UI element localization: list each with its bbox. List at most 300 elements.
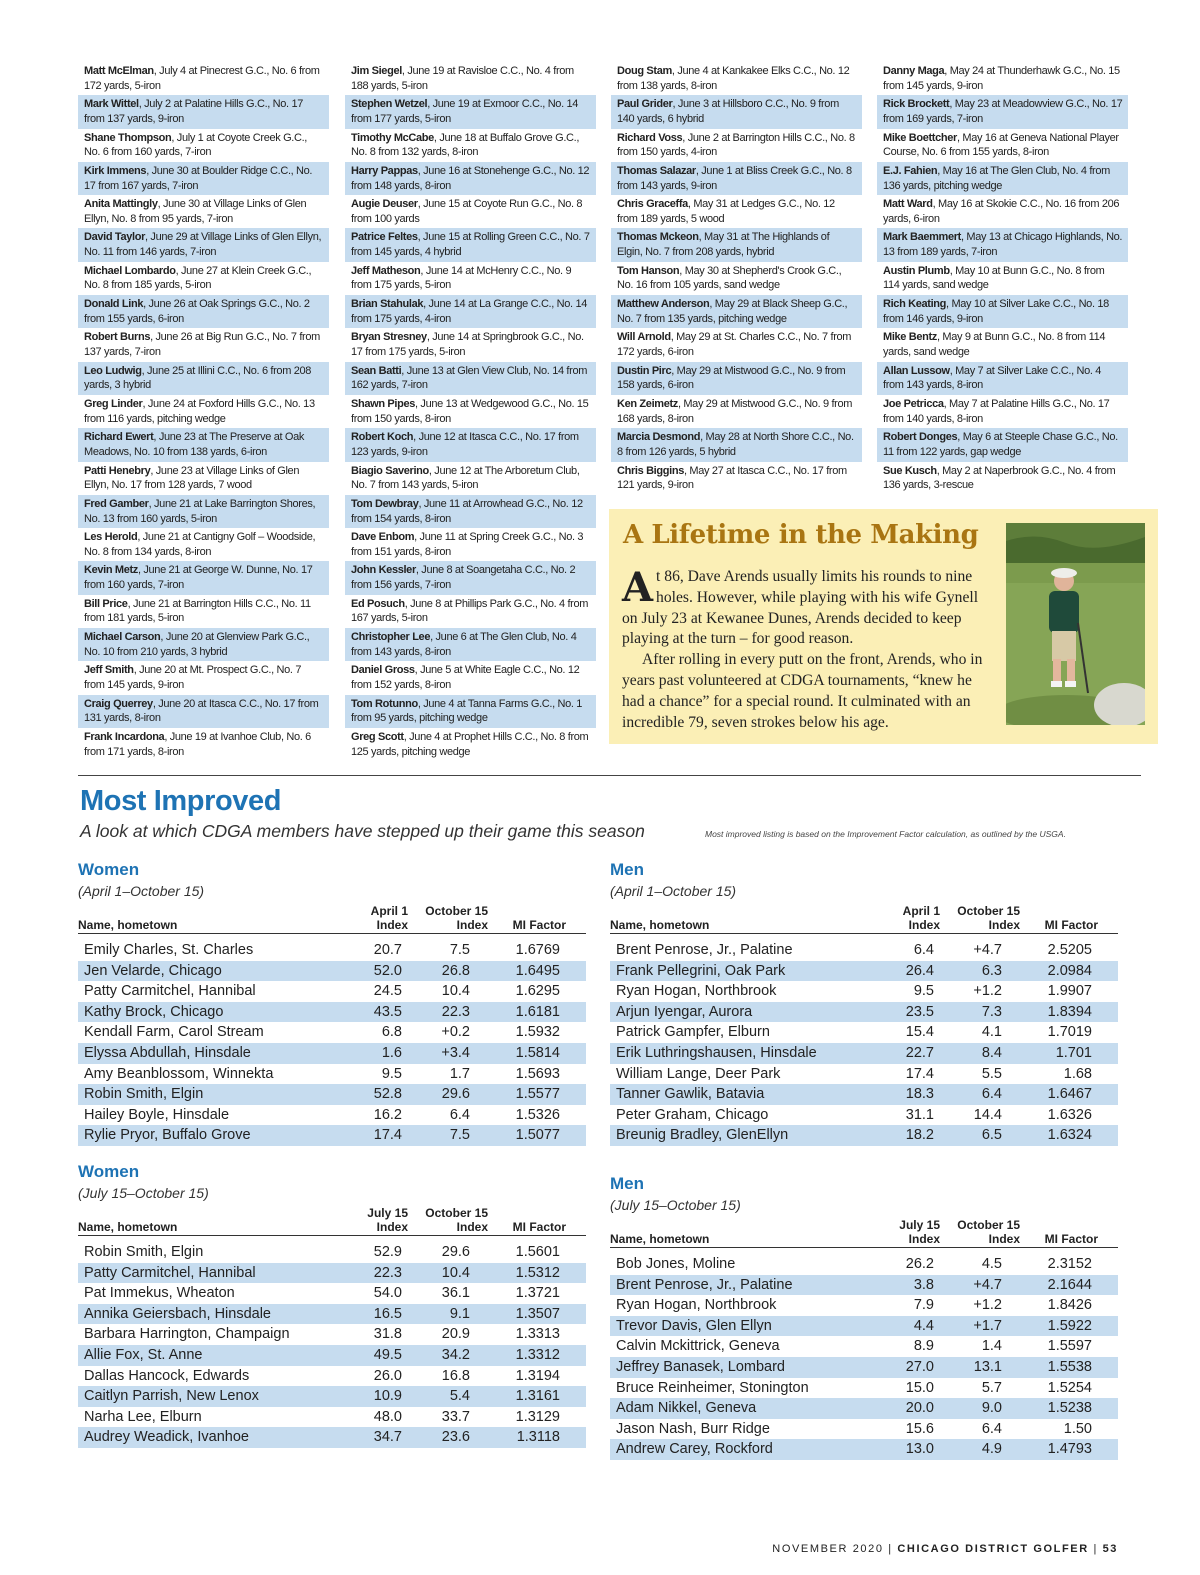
listing-item: [78, 262, 329, 295]
cell-name: Calvin Mckittrick, Geneva: [616, 1338, 780, 1355]
listing-item: [877, 62, 1128, 95]
listing-name: Tom Rotunno: [351, 697, 418, 710]
header-start-label: Index: [908, 918, 940, 932]
header-start-date: July 15: [899, 1218, 940, 1232]
cell-end-index: 6.3: [981, 962, 1002, 979]
cell-name: Bob Jones, Moline: [616, 1256, 736, 1272]
cell-name: Elyssa Abdullah, Hinsdale: [84, 1044, 251, 1061]
header-start-date: April 1: [370, 904, 408, 918]
table-row: [78, 1386, 586, 1407]
listing-details: , June 14 at La Grange C.C., No. 14 from 175 yards, 4-iron: [351, 298, 587, 325]
header-name: Name, hometown: [610, 918, 710, 932]
listing-name: Dave Enbom: [351, 531, 415, 544]
listing-item: [345, 495, 596, 528]
listing-item: [345, 195, 596, 228]
cell-end-index: 4.5: [981, 1256, 1002, 1272]
listing-item: [611, 295, 862, 328]
cell-end-index: +1.2: [973, 983, 1002, 1000]
listing-name: Augie Deuser: [351, 198, 418, 211]
table-row: [78, 961, 586, 982]
listing-item: [78, 495, 329, 528]
cell-end-index: 7.5: [449, 1127, 470, 1144]
header-name: Name, hometown: [78, 1220, 178, 1234]
listing-details: , July 1 at Coyote Creek G.C., No. 6 from 160 yards, 7-iron: [84, 131, 308, 159]
cell-start-index: 22.3: [373, 1264, 402, 1281]
cell-end-index: 14.4: [973, 1106, 1002, 1123]
listing-name: Donald Link: [84, 298, 144, 311]
listing-name: Will Arnold: [617, 331, 671, 344]
listing-item: [78, 528, 329, 561]
listing-item: [345, 695, 596, 728]
listing-item: [877, 428, 1128, 461]
table-row: [78, 1242, 586, 1263]
cell-name: Patty Carmitchel, Hannibal: [84, 1264, 256, 1281]
footer-page-number: 53: [1102, 1543, 1118, 1555]
listing-item: [78, 62, 329, 95]
cell-name: Ryan Hogan, Northbrook: [616, 983, 777, 1000]
cell-name: Kathy Brock, Chicago: [84, 1003, 224, 1020]
listing-name: Austin Plumb: [883, 264, 950, 277]
listing-details: , May 9 at Bunn G.C., No. 8 from 114 yards, sand wedge: [883, 331, 1106, 359]
cell-name: Audrey Weadick, Ivanhoe: [84, 1429, 249, 1446]
listing-item: [345, 362, 596, 395]
listing-details: , June 26 at Oak Springs G.C., No. 2 from 155 yards, 6-iron: [84, 298, 310, 325]
cell-mi-factor: 1.8426: [1047, 1297, 1092, 1314]
cell-start-index: 10.9: [373, 1388, 402, 1405]
table-section-title: Men: [610, 1174, 644, 1193]
listing-item: [611, 462, 862, 495]
listing-item: [345, 162, 596, 195]
listing-name: Robert Burns: [84, 331, 151, 344]
listing-name: Kirk Immens: [84, 164, 147, 177]
listing-name: Stephen Wetzel: [351, 98, 428, 111]
listing-name: Craig Querrey: [84, 697, 153, 710]
listing-name: Matthew Anderson: [617, 298, 710, 311]
cell-end-index: 4.9: [981, 1441, 1002, 1458]
listing-name: Bryan Stresney: [351, 331, 427, 344]
cell-mi-factor: 1.701: [1055, 1044, 1092, 1061]
cell-mi-factor: 1.5326: [515, 1106, 560, 1123]
listing-item: [78, 362, 329, 395]
cell-mi-factor: 1.5077: [515, 1127, 560, 1144]
listing-name: Patrice Feltes: [351, 231, 418, 244]
cell-name: Kendall Farm, Carol Stream: [84, 1024, 264, 1041]
cell-name: Brent Penrose, Jr., Palatine: [616, 942, 793, 958]
table-row: [610, 1254, 1118, 1275]
listing-details: , May 30 at Shepherd's Crook G.C., No. 16 from 105 yards, sand wedge: [617, 264, 842, 292]
cell-mi-factor: 1.5538: [1047, 1358, 1092, 1375]
table-row: [78, 1263, 586, 1284]
table-row: [610, 1125, 1118, 1146]
table-rows: [78, 940, 586, 1146]
most-improved-note: Most improved listing is based on the Improvement Factor calculation, as outlined by the USGA.: [705, 829, 1066, 839]
cell-mi-factor: 1.3507: [515, 1305, 560, 1322]
listing-name: Rick Brockett: [883, 98, 950, 111]
table-row: [610, 1022, 1118, 1043]
cell-start-index: 26.0: [373, 1367, 402, 1384]
listing-item: [877, 462, 1128, 495]
table-row: [78, 1324, 586, 1345]
listing-item: [877, 328, 1128, 361]
header-start-index: [882, 1218, 940, 1246]
feature-paragraph-1: [622, 564, 994, 650]
table-header: [610, 900, 1118, 934]
listing-name: Allan Lussow: [883, 364, 950, 377]
cell-start-index: 31.8: [373, 1326, 402, 1343]
cell-start-index: 1.6: [381, 1044, 402, 1061]
table-row: [610, 1419, 1118, 1440]
listing-item: [345, 328, 596, 361]
cell-start-index: 48.0: [373, 1408, 402, 1425]
cell-name: Peter Graham, Chicago: [616, 1106, 769, 1123]
cell-end-index: +1.7: [973, 1317, 1002, 1334]
cell-name: Jeffrey Banasek, Lombard: [616, 1358, 785, 1375]
listing-details: , June 21 at George W. Dunne, No. 17 from 160 yards, 7-iron: [84, 564, 313, 592]
listing-item: [877, 395, 1128, 428]
cell-end-index: 22.3: [441, 1003, 470, 1020]
listing-details: , June 3 at Hillsboro C.C., No. 9 from 140 yards, 6 hybrid: [617, 98, 839, 125]
listing-name: David Taylor: [84, 231, 146, 244]
table-row: [610, 1295, 1118, 1316]
cell-mi-factor: 1.5597: [1047, 1338, 1092, 1355]
table-row: [610, 1357, 1118, 1378]
header-name: Name, hometown: [78, 918, 178, 932]
listing-name: Greg Linder: [84, 397, 143, 410]
cell-mi-factor: 1.6181: [515, 1003, 560, 1020]
cell-mi-factor: 1.3118: [516, 1429, 560, 1446]
listing-item: [611, 362, 862, 395]
golfer-photo-illustration: [1006, 523, 1145, 725]
table-row: [610, 1002, 1118, 1023]
cell-end-index: 6.5: [981, 1127, 1002, 1144]
listing-item: [877, 295, 1128, 328]
listing-column-3: [611, 62, 862, 495]
listing-details: , May 31 at Ledges G.C., No. 12 from 189 yards, 5 wood: [617, 198, 835, 225]
listing-item: [345, 628, 596, 661]
listing-name: Leo Ludwig: [84, 364, 142, 377]
header-start-date: April 1: [902, 904, 940, 918]
listing-item: [877, 228, 1128, 261]
cell-mi-factor: 1.5238: [1047, 1400, 1092, 1417]
cell-mi-factor: 1.9907: [1047, 983, 1092, 1000]
cell-start-index: 20.0: [905, 1400, 934, 1417]
most-improved-title: Most Improved: [80, 785, 282, 817]
cell-name: Emily Charles, St. Charles: [84, 942, 254, 958]
header-end-index: [945, 1218, 1020, 1246]
listing-name: Chris Biggins: [617, 464, 684, 477]
cell-mi-factor: 1.6467: [1047, 1086, 1092, 1103]
table-row: [78, 1407, 586, 1428]
listing-details: , June 4 at Prophet Hills C.C., No. 8 from 125 yards, pitching wedge: [351, 730, 589, 758]
listing-name: Anita Mattingly: [84, 198, 158, 211]
cell-start-index: 26.4: [905, 962, 934, 979]
listing-details: , June 21 at Lake Barrington Shores, No. 13 from 160 yards, 5-iron: [84, 497, 316, 525]
listing-name: Harry Pappas: [351, 164, 418, 177]
listing-name: Sue Kusch: [883, 464, 937, 477]
most-improved-subtitle: A look at which CDGA members have stepped up their game this season: [80, 821, 645, 841]
cell-name: Tanner Gawlik, Batavia: [616, 1086, 765, 1103]
table-row: [610, 1378, 1118, 1399]
cell-mi-factor: 1.6324: [1047, 1127, 1092, 1144]
footer-magazine: CHICAGO DISTRICT GOLFER: [897, 1543, 1089, 1555]
listing-name: Chris Graceffa: [617, 198, 688, 211]
listing-name: Doug Stam: [617, 65, 672, 77]
table-row: [78, 1105, 586, 1126]
listing-details: , May 29 at Mistwood G.C., No. 9 from 168 yards, 8-iron: [617, 397, 853, 425]
cell-mi-factor: 2.5205: [1047, 942, 1092, 958]
cell-name: Ryan Hogan, Northbrook: [616, 1297, 777, 1314]
cell-start-index: 4.4: [913, 1317, 934, 1334]
listing-item: [345, 428, 596, 461]
cell-start-index: 49.5: [373, 1346, 402, 1363]
listing-details: , June 4 at Kankakee Elks C.C., No. 12 from 138 yards, 8-iron: [617, 65, 850, 92]
listing-details: , May 16 at The Glen Club, No. 4 from 136 yards, pitching wedge: [883, 164, 1110, 192]
listing-details: , July 2 at Palatine Hills G.C., No. 17 from 137 yards, 9-iron: [84, 98, 303, 125]
cell-mi-factor: 1.5932: [515, 1024, 560, 1041]
listing-name: Richard Voss: [617, 131, 683, 144]
cell-end-index: 20.9: [441, 1326, 470, 1343]
listing-name: Paul Grider: [617, 98, 673, 111]
header-mi-factor: MI Factor: [1044, 918, 1098, 932]
listing-item: [877, 362, 1128, 395]
listing-item: [611, 428, 862, 461]
cell-name: Dallas Hancock, Edwards: [84, 1367, 250, 1384]
table-header: [610, 1214, 1118, 1248]
cell-start-index: 31.1: [905, 1106, 934, 1123]
cell-start-index: 17.4: [373, 1127, 402, 1144]
cell-start-index: 54.0: [373, 1285, 402, 1302]
table-row: [610, 981, 1118, 1002]
listing-name: Michael Carson: [84, 631, 161, 644]
cell-end-index: 29.6: [441, 1244, 470, 1260]
listing-item: [611, 62, 862, 95]
cell-start-index: 6.4: [913, 942, 934, 958]
listing-name: Matt McElman: [84, 65, 154, 77]
listing-details: , June 23 at The Preserve at Oak Meadows, No. 10 from 138 yards, 6-iron: [84, 431, 305, 458]
cell-end-index: 6.4: [449, 1106, 470, 1123]
cell-mi-factor: 2.1644: [1047, 1276, 1092, 1293]
table-row: [610, 1316, 1118, 1337]
cell-mi-factor: 1.3312: [515, 1346, 560, 1363]
header-start-date: July 15: [367, 1206, 408, 1220]
listing-details: , May 7 at Silver Lake C.C., No. 4 from 143 yards, 8-iron: [883, 364, 1102, 392]
listing-item: [611, 195, 862, 228]
cell-end-index: 4.1: [981, 1024, 1002, 1041]
cell-mi-factor: 1.3161: [515, 1388, 560, 1405]
cell-mi-factor: 1.4793: [1047, 1441, 1092, 1458]
table-row: [78, 1366, 586, 1387]
listing-item: [78, 328, 329, 361]
cell-mi-factor: 1.3129: [515, 1408, 560, 1425]
cell-end-index: 1.4: [981, 1338, 1002, 1355]
listing-details: , June 24 at Foxford Hills G.C., No. 13 from 116 yards, pitching wedge: [84, 397, 315, 425]
listing-name: Les Herold: [84, 531, 138, 544]
cell-name: Patrick Gampfer, Elburn: [616, 1024, 770, 1041]
cell-end-index: 26.8: [441, 962, 470, 979]
cell-end-index: 5.5: [981, 1065, 1002, 1082]
listing-details: , June 5 at White Eagle C.C., No. 12 from 152 yards, 8-iron: [351, 664, 580, 692]
listing-details: , June 15 at Coyote Run G.C., No. 8 from 100 yards: [351, 198, 583, 225]
header-start-index: [350, 1206, 408, 1234]
table-row: [610, 1105, 1118, 1126]
listing-name: Danny Maga: [883, 65, 945, 77]
header-end-label: Index: [456, 1220, 488, 1234]
cell-start-index: 43.5: [373, 1003, 402, 1020]
feature-paragraph-1-text: t 86, Dave Arends usually limits his rounds to nine holes. However, while playing with his wife Gynell on July 23 at Kewanee Dunes, Arends decided to keep playing at the turn – for good reason.: [622, 568, 979, 648]
listing-details: , June 27 at Klein Creek G.C., No. 8 from 185 yards, 5-iron: [84, 264, 312, 292]
cell-mi-factor: 2.3152: [1047, 1256, 1092, 1272]
listing-details: , June 25 at Illini C.C., No. 6 from 208 yards, 3 hybrid: [84, 364, 312, 392]
listing-item: [345, 595, 596, 628]
footer-month: NOVEMBER 2020: [772, 1543, 884, 1555]
listing-details: , June 30 at Village Links of Glen Ellyn, No. 8 from 95 yards, 7-iron: [84, 198, 307, 225]
cell-end-index: 8.4: [981, 1044, 1002, 1061]
listing-item: [345, 395, 596, 428]
cell-start-index: 52.0: [373, 962, 402, 979]
listing-item: [345, 129, 596, 162]
cell-start-index: 18.2: [905, 1127, 934, 1144]
listing-item: [345, 728, 596, 761]
cell-end-index: 9.0: [981, 1400, 1002, 1417]
cell-mi-factor: 1.50: [1063, 1420, 1092, 1437]
cell-start-index: 17.4: [905, 1065, 934, 1082]
cell-mi-factor: 1.68: [1063, 1065, 1092, 1082]
listing-item: [611, 395, 862, 428]
cell-name: Annika Geiersbach, Hinsdale: [84, 1305, 271, 1322]
cell-start-index: 18.3: [905, 1086, 934, 1103]
listing-details: , June 19 at Ivanhoe Club, No. 6 from 171 yards, 8-iron: [84, 730, 311, 758]
listing-details: , June 13 at Wedgewood G.C., No. 15 from 150 yards, 8-iron: [351, 397, 589, 425]
listing-name: Mike Boettcher: [883, 131, 957, 144]
listing-details: , June 21 at Barrington Hills C.C., No. 11 from 181 yards, 5-iron: [84, 597, 311, 625]
listing-name: Christopher Lee: [351, 631, 431, 644]
listing-name: Tom Hanson: [617, 264, 680, 277]
cell-start-index: 20.7: [373, 942, 402, 958]
listing-name: Ken Zeimetz: [617, 397, 678, 410]
header-end-index: [413, 904, 488, 932]
listing-details: , June 2 at Barrington Hills C.C., No. 8 from 150 yards, 4-iron: [617, 131, 855, 159]
cell-start-index: 7.9: [913, 1297, 934, 1314]
cell-end-index: 7.3: [981, 1003, 1002, 1020]
listing-details: , June 15 at Rolling Green C.C., No. 7 from 145 yards, 4 hybrid: [351, 231, 590, 259]
cell-name: William Lange, Deer Park: [616, 1065, 781, 1082]
listing-details: , May 13 at Chicago Highlands, No. 13 from 189 yards, 7-iron: [883, 231, 1123, 259]
listing-details: , June 6 at The Glen Club, No. 4 from 143 yards, 8-iron: [351, 631, 577, 658]
listing-name: Ed Posuch: [351, 597, 405, 610]
listing-item: [78, 628, 329, 661]
listing-column-2: [345, 62, 596, 761]
table-row: [610, 961, 1118, 982]
cell-name: Trevor Davis, Glen Ellyn: [616, 1317, 772, 1334]
cell-name: Narha Lee, Elburn: [84, 1408, 202, 1425]
listing-item: [877, 162, 1128, 195]
cell-mi-factor: 1.7019: [1047, 1024, 1092, 1041]
cell-end-index: 36.1: [441, 1285, 470, 1302]
listing-item: [345, 528, 596, 561]
header-mi-factor: MI Factor: [1044, 1232, 1098, 1246]
listing-name: Frank Incardona: [84, 730, 165, 743]
listing-item: [78, 728, 329, 761]
listing-name: Mark Wittel: [84, 98, 139, 111]
listing-item: [611, 162, 862, 195]
cell-start-index: 52.8: [373, 1086, 402, 1103]
listing-details: , May 28 at North Shore C.C., No. 8 from 126 yards, 5 hybrid: [617, 431, 854, 458]
cell-mi-factor: 1.3721: [515, 1285, 560, 1302]
table-row: [610, 1043, 1118, 1064]
cell-mi-factor: 1.5693: [515, 1065, 560, 1082]
cell-name: Jason Nash, Burr Ridge: [616, 1420, 770, 1437]
cell-name: Robin Smith, Elgin: [84, 1244, 204, 1260]
header-name: Name, hometown: [610, 1232, 710, 1246]
header-start-index: [350, 904, 408, 932]
listing-details: , May 10 at Silver Lake C.C., No. 18 from 146 yards, 9-iron: [883, 298, 1109, 325]
listing-name: Jim Siegel: [351, 65, 402, 77]
cell-end-index: 5.7: [981, 1379, 1002, 1396]
section-divider: [78, 775, 1141, 776]
cell-name: Amy Beanblossom, Winnekta: [84, 1065, 274, 1082]
cell-mi-factor: 1.5814: [515, 1044, 560, 1061]
listing-name: Robert Donges: [883, 431, 958, 444]
listing-item: [78, 295, 329, 328]
table-header: [78, 900, 586, 934]
listing-name: Brian Stahulak: [351, 298, 424, 311]
cell-name: Breunig Bradley, GlenEllyn: [616, 1127, 789, 1144]
cell-name: Rylie Pryor, Buffalo Grove: [84, 1127, 251, 1144]
cell-start-index: 52.9: [373, 1244, 402, 1260]
listing-details: , June 4 at Tanna Farms G.C., No. 1 from 95 yards, pitching wedge: [351, 697, 583, 725]
listing-details: , May 6 at Steeple Chase G.C., No. 11 from 122 yards, gap wedge: [883, 431, 1118, 458]
cell-mi-factor: 1.5254: [1047, 1379, 1092, 1396]
table-row: [78, 1427, 586, 1448]
listing-details: , June 19 at Exmoor C.C., No. 14 from 177 yards, 5-iron: [351, 98, 579, 125]
table-row: [610, 1336, 1118, 1357]
table-women-april: [78, 860, 586, 1146]
cell-name: Bruce Reinheimer, Stonington: [616, 1379, 809, 1396]
listing-name: Mark Baemmert: [883, 231, 961, 244]
cell-start-index: 27.0: [905, 1358, 934, 1375]
listing-item: [78, 129, 329, 162]
listing-name: Michael Lombardo: [84, 264, 176, 277]
listing-details: , May 29 at Mistwood G.C., No. 9 from 158 yards, 6-iron: [617, 364, 846, 392]
table-men-july: [610, 1174, 1118, 1460]
listing-details: , June 19 at Ravisloe C.C., No. 4 from 188 yards, 5-iron: [351, 65, 574, 92]
listing-details: , July 4 at Pinecrest G.C., No. 6 from 172 yards, 5-iron: [84, 65, 320, 92]
listing-details: , June 8 at Phillips Park G.C., No. 4 from 167 yards, 5-iron: [351, 597, 589, 625]
listing-name: Shane Thompson: [84, 131, 172, 144]
cell-mi-factor: 1.5922: [1047, 1317, 1092, 1334]
listing-details: , June 26 at Big Run G.C., No. 7 from 137 yards, 7-iron: [84, 331, 320, 359]
listing-name: Tom Dewbray: [351, 497, 419, 510]
listing-name: Daniel Gross: [351, 664, 415, 677]
cell-start-index: 13.0: [905, 1441, 934, 1458]
header-end-date: October 15: [425, 1206, 488, 1220]
cell-start-index: 15.4: [905, 1024, 934, 1041]
feature-box: [609, 509, 1158, 744]
listing-item: [78, 395, 329, 428]
cell-name: Brent Penrose, Jr., Palatine: [616, 1276, 793, 1293]
listing-details: , June 30 at Boulder Ridge C.C., No. 17 from 167 yards, 7-iron: [84, 164, 313, 192]
header-end-label: Index: [456, 918, 488, 932]
listing-item: [611, 129, 862, 162]
listing-name: Sean Batti: [351, 364, 402, 377]
table-row: [78, 1125, 586, 1146]
table-header: [78, 1202, 586, 1236]
cell-end-index: +0.2: [441, 1024, 470, 1041]
header-end-date: October 15: [957, 904, 1020, 918]
cell-start-index: 16.5: [373, 1305, 402, 1322]
cell-end-index: 5.4: [449, 1388, 470, 1405]
listing-details: , May 7 at Palatine Hills G.C., No. 17 from 140 yards, 8-iron: [883, 397, 1110, 425]
